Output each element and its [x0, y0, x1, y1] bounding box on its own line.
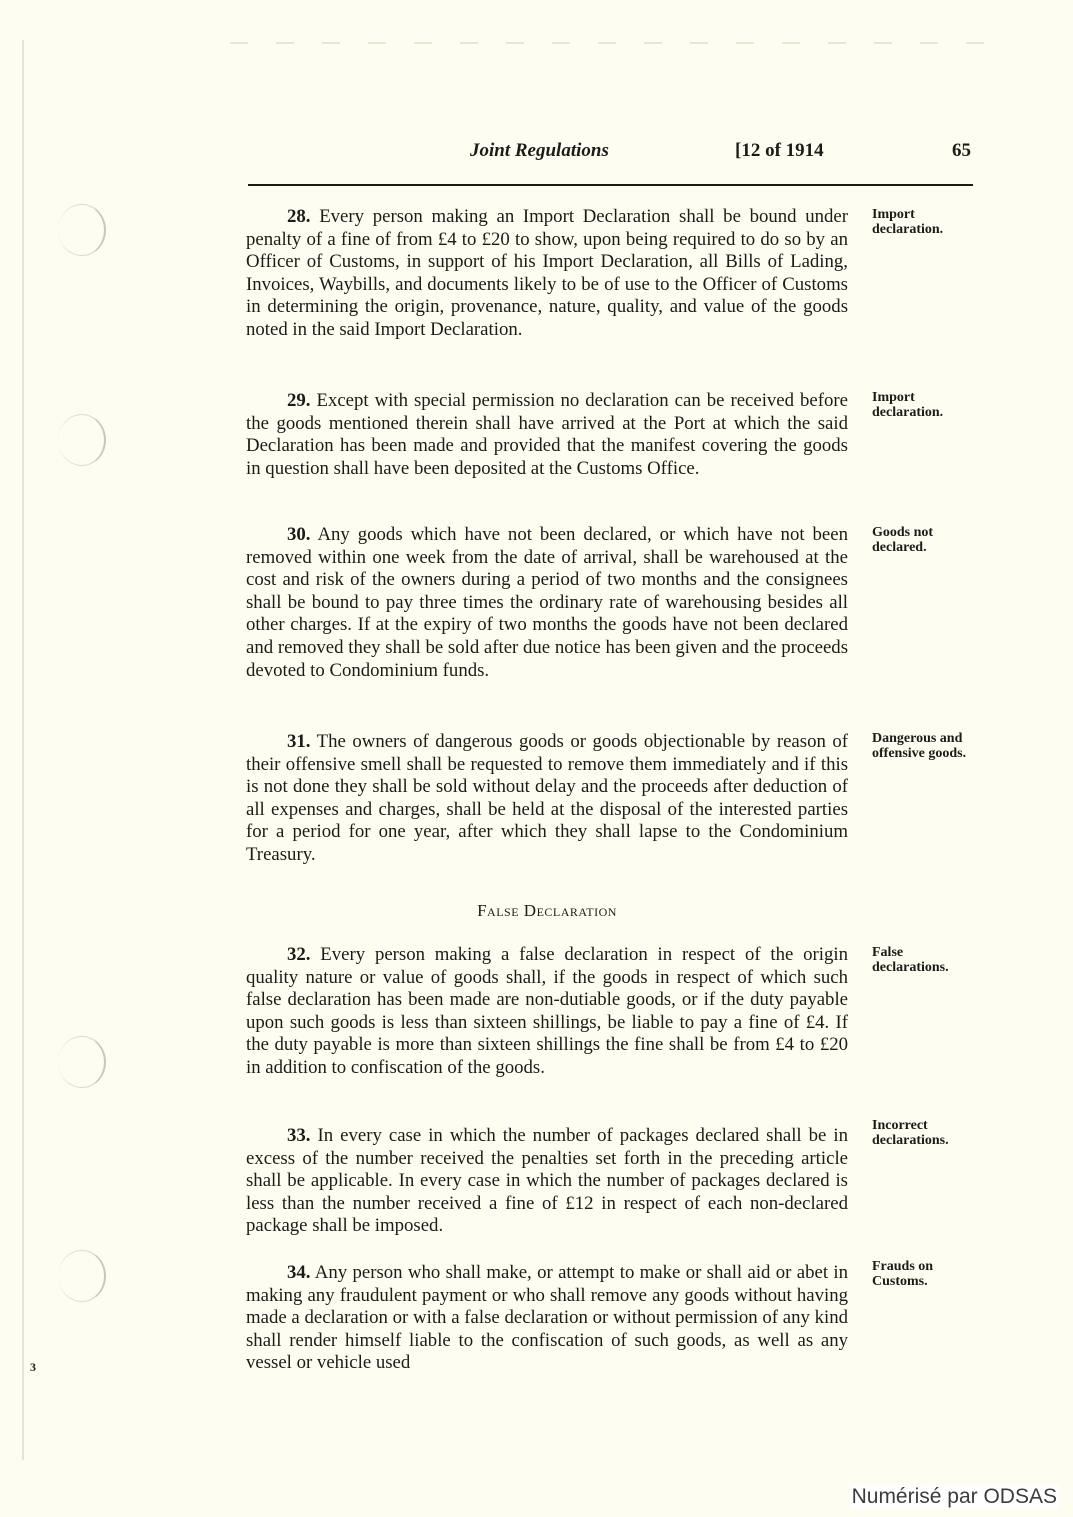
margin-note: Import declaration. — [872, 207, 944, 237]
section-text: Every person making an Import Declaration shall be bound under penalty of a fine of from £4 to £20 to show, upon being required to do so by an Officer of Customs, in support of his Import Declaration, all Bills of Lading, Invoices, Waybills, and documents likely to be of use to the Officer of Customs in determining the origin, provenance, nature, quality, and value of the goods noted in the said Import Declaration. — [246, 206, 848, 340]
section-paragraph — [246, 524, 848, 682]
section-number: 30. — [287, 524, 311, 545]
section-text: Except with special permission no declaration can be received before the goods mentioned therein shall have arrived at the Port at which the said Declaration has been made and provided that the manifest covering the goods in question shall have been deposited at the Customs Office. — [246, 390, 848, 479]
margin-note: Dangerous and offensive goods. — [872, 731, 967, 761]
margin-note: False declarations. — [872, 945, 949, 975]
section-number: 28. — [287, 206, 311, 227]
punch-hole — [58, 1250, 106, 1302]
margin-note: Incorrect declarations. — [872, 1118, 949, 1148]
section-paragraph — [246, 1262, 848, 1375]
section-number: 29. — [287, 390, 311, 411]
section-31 — [246, 731, 848, 867]
section-heading: False Declaration — [477, 901, 617, 920]
scan-watermark: Numérisé par ODSAS — [851, 1485, 1057, 1508]
section-28 — [246, 206, 848, 342]
section-paragraph — [246, 390, 848, 480]
section-text: In every case in which the number of packages declared shall be in excess of the number received the penalties set forth in the preceding article shall be applicable. In every case in which the number of packages declared is less than the number received a fine of £12 in respect of each non-declared package shall be imposed. — [246, 1125, 848, 1237]
running-title: Joint Regulations — [470, 140, 609, 161]
section-text: Every person making a false declaration in respect of the origin quality nature or value of goods shall, if the goods in respect of which such false declaration has been made are non-dutiable goods, or if the duty payable upon such goods is less than sixteen shillings, be liable to pay a fine of £4. If the duty payable is more than sixteen shillings the fine shall be from £4 to £20 in addition to confiscation of the goods. — [246, 944, 848, 1078]
section-text: Any goods which have not been declared, or which have not been removed within one week from the date of arrival, shall be warehoused at the cost and risk of the owners during a period of two months and the consignees shall be bound to pay three times the ordinary rate of warehousing besides all other charges. If at the expiry of two months the goods have not been declared and removed they shall be sold after due notice has been given and the proceeds devoted to Condominium funds. — [246, 524, 848, 681]
section-number: 31. — [287, 731, 311, 752]
section-paragraph — [246, 1125, 848, 1238]
page-edge — [22, 40, 24, 1460]
punch-hole — [58, 414, 106, 466]
section-29 — [246, 390, 848, 480]
section-34 — [246, 1262, 848, 1375]
section-paragraph — [246, 731, 848, 867]
section-number: 32. — [287, 944, 311, 965]
section-number: 33. — [287, 1125, 311, 1146]
punch-hole — [58, 1036, 106, 1088]
section-33 — [246, 1125, 848, 1238]
margin-note: Import declaration. — [872, 390, 944, 420]
section-text: The owners of dangerous goods or goods objectionable by reason of their offensive smell shall be requested to remove them immediately and if this is not done they shall be sold without delay and the proceeds after deduction of all expenses and charges, shall be held at the disposal of the interested parties for a period for one year, after which they shall lapse to the Condominium Treasury. — [246, 731, 848, 865]
section-paragraph — [246, 206, 848, 342]
section-32 — [246, 944, 848, 1080]
margin-note: Frauds on Customs. — [872, 1259, 934, 1289]
margin-note: Goods not declared. — [872, 525, 934, 555]
scan-smudge — [230, 42, 990, 44]
section-paragraph — [246, 944, 848, 1080]
running-header — [248, 136, 973, 186]
section-30 — [246, 524, 848, 682]
act-reference: [12 of 1914 — [735, 140, 824, 161]
section-number: 34. — [287, 1262, 311, 1283]
page-number: 65 — [952, 140, 971, 161]
section-text: Any person who shall make, or attempt to make or shall aid or abet in making any fraudulent payment or who shall remove any goods without having made a declaration or with a false declaration or without permission of any kind shall render himself liable to the confiscation of such goods, as well as any vessel or vehicle used — [246, 1262, 848, 1374]
punch-hole — [58, 204, 106, 256]
gathering-mark: 3 — [30, 1360, 36, 1374]
